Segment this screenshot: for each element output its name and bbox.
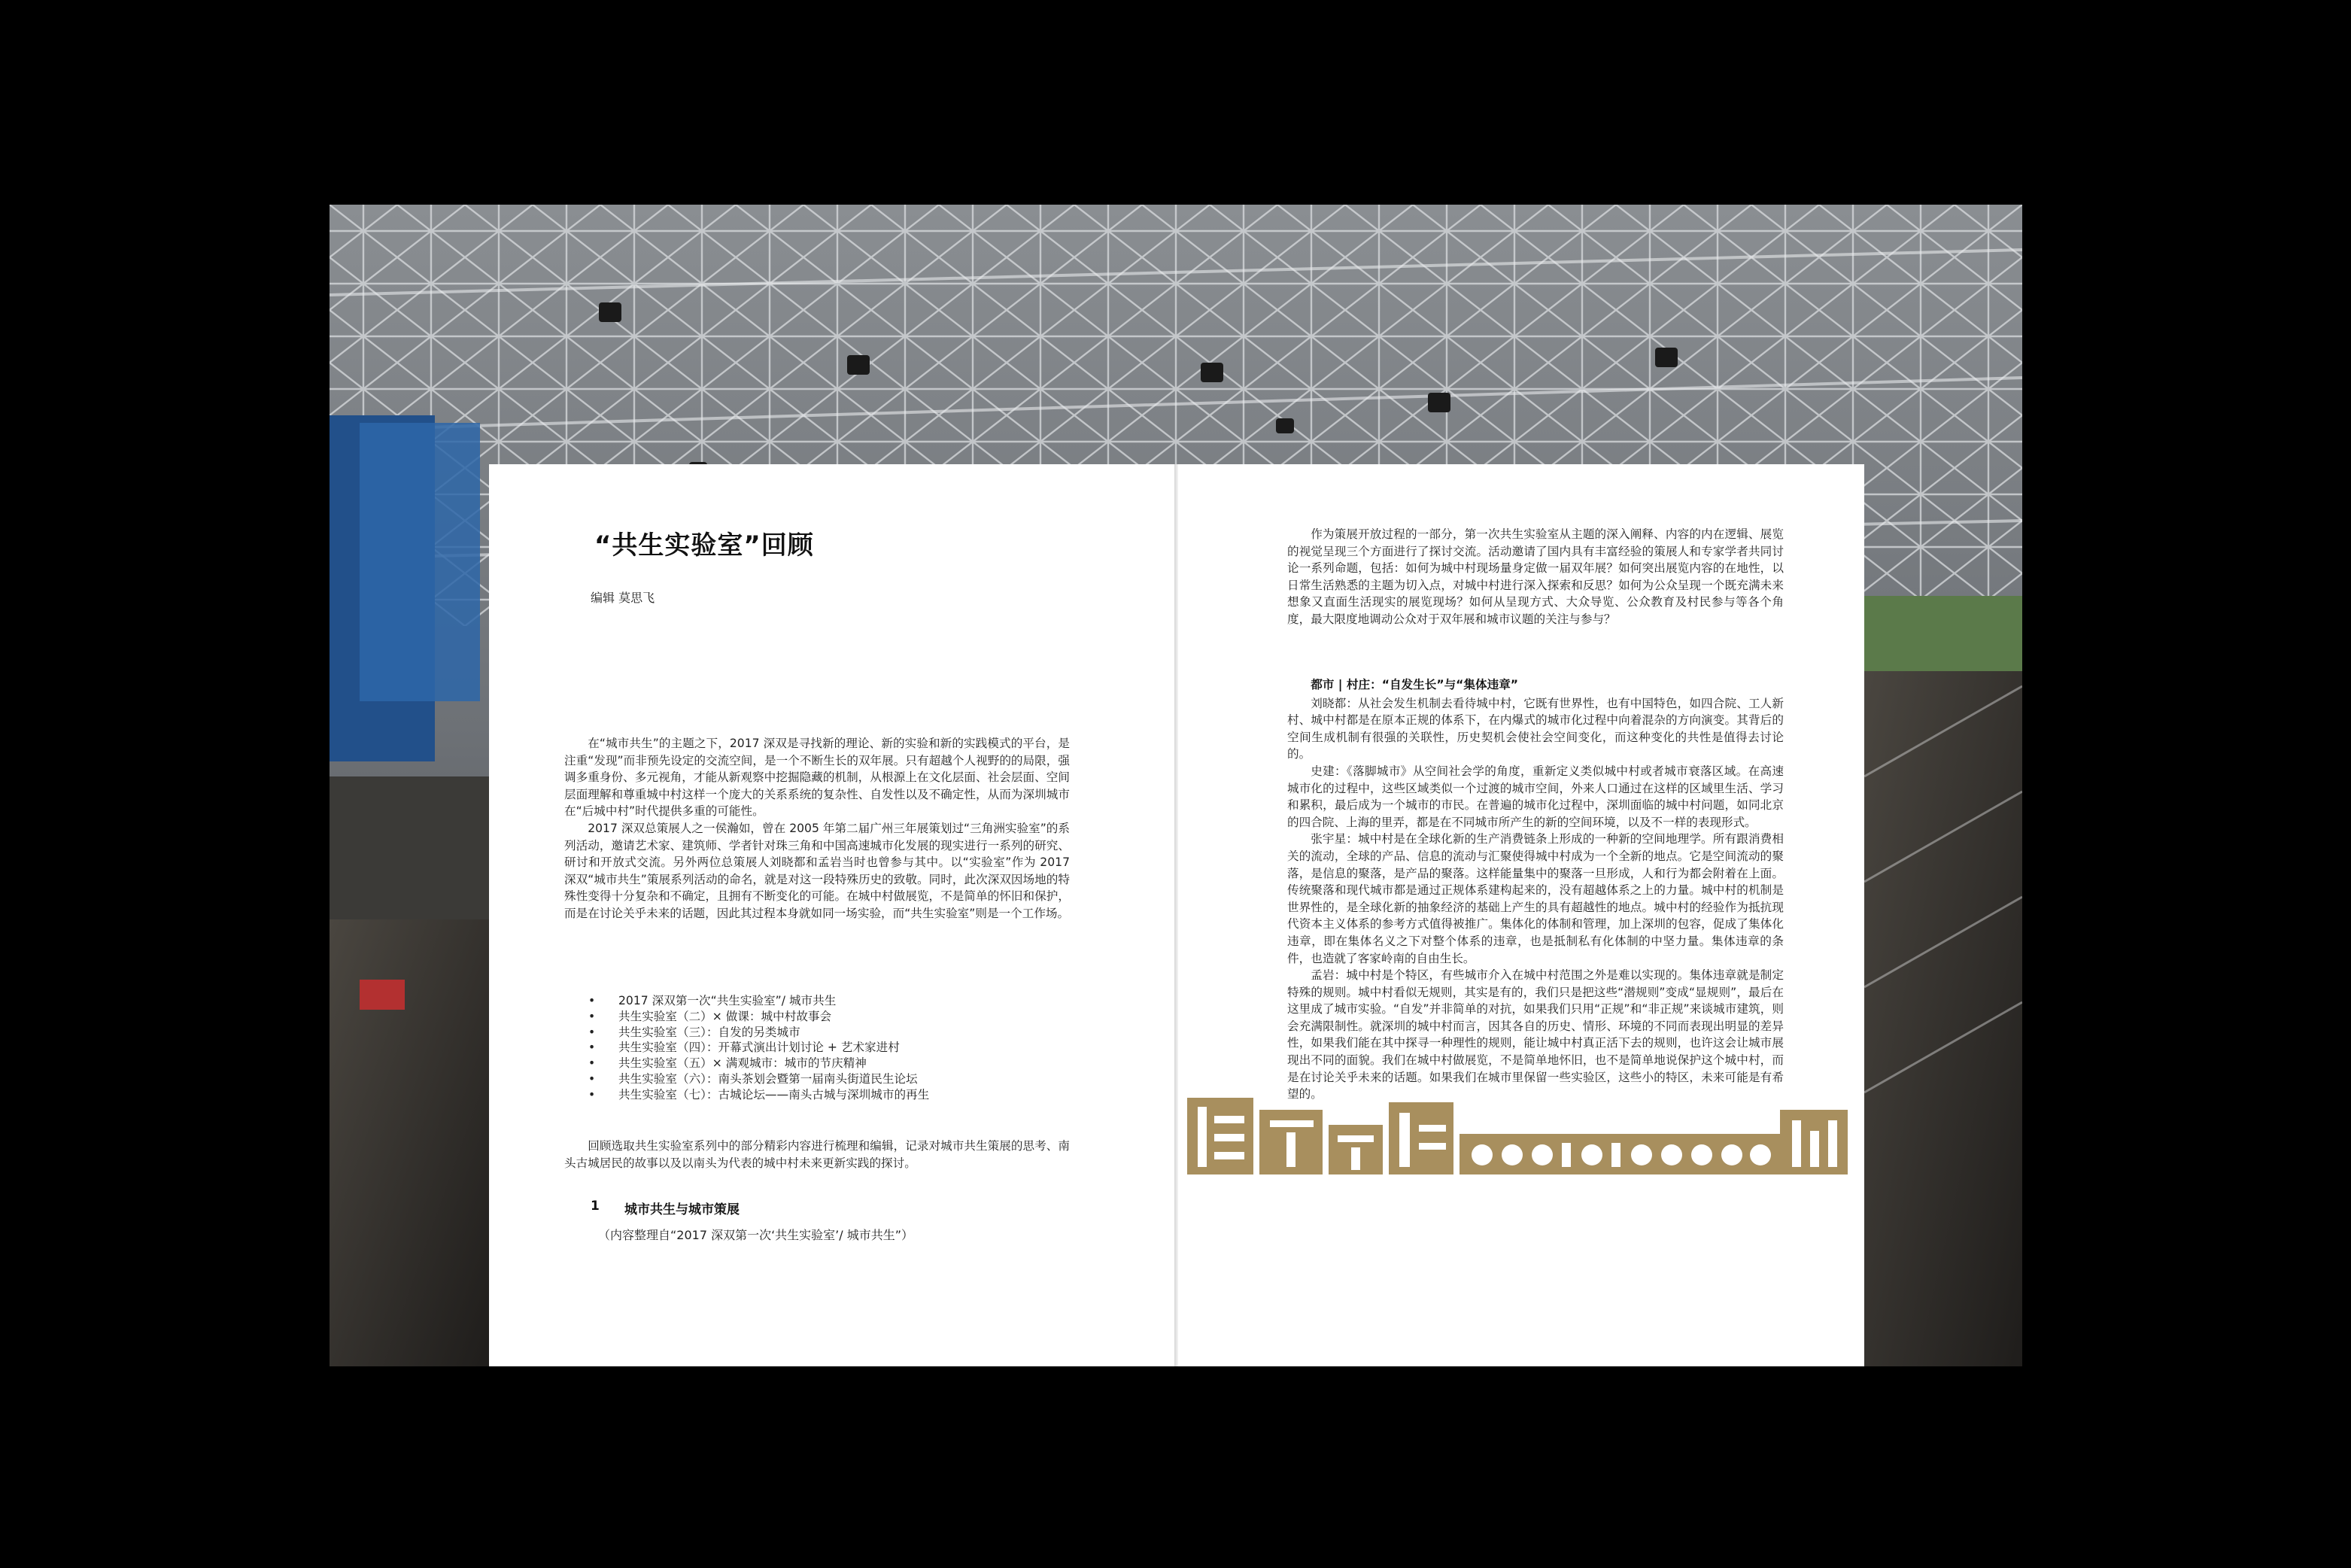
list-item: • 共生实验室（二）× 做课：城中村故事会: [588, 1009, 1070, 1025]
discussion-text: [1287, 676, 1784, 1103]
paragraph: 史建：《落脚城市》从空间社会学的角度，重新定义类似城中村或者城市衰落区域。在高速城市化的过程中，这些区域类似一个过渡的城市空间，外来人口通过在这样的区域里生活、学习和累积，最后成为一个城市的市民。在普遍的城市化过程中，深圳面临的城中村问题，如同北京的四合院、上海的里弄，都是在不同城市所产生的新的空间环境，以及不一样的表现形式。: [1287, 764, 1784, 829]
section-number: 1: [591, 1199, 600, 1214]
list-item: • 共生实验室（六）：南头茶划会暨第一届南头街道民生论坛: [588, 1071, 1070, 1087]
paragraph: 在“城市共生”的主题之下，2017 深双是寻找新的理论、新的实验和新的实践模式的平台，是注重“发现”而非预先设定的交流空间，是一个不断生长的双年展。只有超越个人视野的的局限，强调多重身份、多元视角，才能从新观察中挖掘隐藏的机制，从根源上在文化层面、社会层面、空间层面理解和尊重城中村这样一个庞大的关系系统的复杂性、自发性以及不确定性，从而为深圳城市在“后城中村”时代提供多重的可能性。: [564, 737, 1070, 819]
list-item: • 共生实验室（五）× 满观城市：城市的节庆精神: [588, 1056, 1070, 1071]
section-subtitle: （内容整理自“2017 深双第一次‘共生实验室’/ 城市共生”）: [598, 1228, 914, 1242]
paragraph: 张宇星：城中村是在全球化新的生产消费链条上形成的一种新的空间地理学。所有跟消费相关的流动，全球的产品、信息的流动与汇聚使得城中村成为一个全新的地点。它是空间流动的聚落，是信息的聚落，是产品的聚落。这样能量集中的聚落一旦形成，人和行为都会附着在上面。传统聚落和现代城市都是通过正规体系建构起来的，没有超越体系之上的力量。城中村的机制是世界性的，是全球化新的抽象经济的基础上产生的具有超越性的地点。城中村的经验作为抵抗现代资本主义体系的参考方式值得被推广。集体化的体制和管理，加上深圳的包容，促成了集体化违章，即在集体名义之下对整个体系的违章，也是抵制私有化体制的中坚力量。集体违章的条件，也造就了客家岭南的自由生长。: [1287, 832, 1784, 965]
paragraph: 回顾选取共生实验室系列中的部分精彩内容进行梳理和编辑，记录对城市共生策展的思考、南头古城居民的故事以及以南头为代表的城中村未来更新实践的探讨。: [564, 1139, 1070, 1170]
list-item: • 共生实验室（三）：自发的另类城市: [588, 1025, 1070, 1041]
intro-text: [564, 735, 1070, 922]
paragraph: 刘晓都：从社会发生机制去看待城中村，它既有世界性，也有中国特色，如四合院、工人新村、城中村都是在原本正规的体系下，在内爆式的城市化过程中向着混杂的方向演变。其背后的空间生成机制有很强的关联性，历史契机会使社会空间变化，而这种变化的共性是值得去讨论的。: [1287, 696, 1784, 761]
spontaneous-growth-logo: [1187, 1095, 1864, 1178]
list-item: • 共生实验室（七）：古城论坛——南头古城与深圳城市的再生: [588, 1087, 1070, 1103]
right-intro-text: [1287, 526, 1784, 628]
closing-text: [564, 1138, 1070, 1171]
list-item: • 共生实验室（四）：开幕式演出计划讨论 + 艺术家进村: [588, 1040, 1070, 1056]
editor-credit: 编辑 莫思飞: [591, 591, 655, 605]
sub-heading: 都市 | 村庄：“自发生长”与“集体违章”: [1311, 678, 1519, 691]
paragraph: 作为策展开放过程的一部分，第一次共生实验室从主题的深入阐释、内容的内在逻辑、展览的视觉呈现三个方面进行了探讨交流。活动邀请了国内具有丰富经验的策展人和专家学者共同讨论一系列命题，包括：如何为城中村现场量身定做一届双年展？如何突出展览内容的在地性，以日常生活熟悉的主题为切入点，对城中村进行深入探索和反思？如何为公众呈现一个既充满未来想象又直面生活现实的展览现场？如何从呈现方式、大众导览、公众教育及村民参与等各个角度，最大限度地调动公众对于双年展和城市议题的关注与参与？: [1287, 527, 1784, 626]
article-title: “共生实验室”回顾: [594, 530, 814, 561]
right-page: [1178, 464, 1864, 1366]
section-title: 城市共生与城市策展: [624, 1202, 740, 1217]
lab-series-list: [588, 993, 1070, 1103]
paragraph: 2017 深双总策展人之一侯瀚如，曾在 2005 年第二届广州三年展策划过“三角洲实验室”的系列活动，邀请艺术家、建筑师、学者针对珠三角和中国高速城市化发展的现实进行一系列的研究、研讨和开放式交流。另外两位总策展人刘晓都和孟岩当时也曾参与其中。以“实验室”作为 2017 深双“城市共生”策展系列活动的命名，就是对这一段特殊历史的致敬。同时，此次深双因场地的特殊性变得十分复杂和不确定，且拥有不断变化的可能。在城中村做展览，不是简单的怀旧和保护，而是在讨论关乎未来的话题，因此其过程本身就如同一场实验，而“共生实验室”则是一个工作场。: [564, 821, 1070, 920]
left-page: [489, 464, 1175, 1366]
list-item: • 2017 深双第一次“共生实验室”/ 城市共生: [588, 993, 1070, 1009]
paragraph: 孟岩：城中村是个特区，有些城市介入在城中村范围之外是难以实现的。集体违章就是制定特殊的规则。城中村看似无规则，其实是有的，我们只是把这些“潜规则”变成“显规则”，最后在这里成了城市实验。“自发”并非简单的对抗，如果我们只用“正规”和“非正规”来谈城市建筑，则会充满限制性。就深圳的城中村而言，因其各自的历史、情形、环境的不同而表现出明显的差异性，如果我们能在其中探寻一种理性的规则，能让城中村真正活下去的规则，也许这会让城市展现出不同的面貌。我们在城中村做展览，不是简单地怀旧，也不是简单地说保护这个城中村，而是在讨论关乎未来的话题。如果我们在城市里保留一些实验区，这些小的特区，未来可能是有希望的。: [1287, 968, 1784, 1102]
